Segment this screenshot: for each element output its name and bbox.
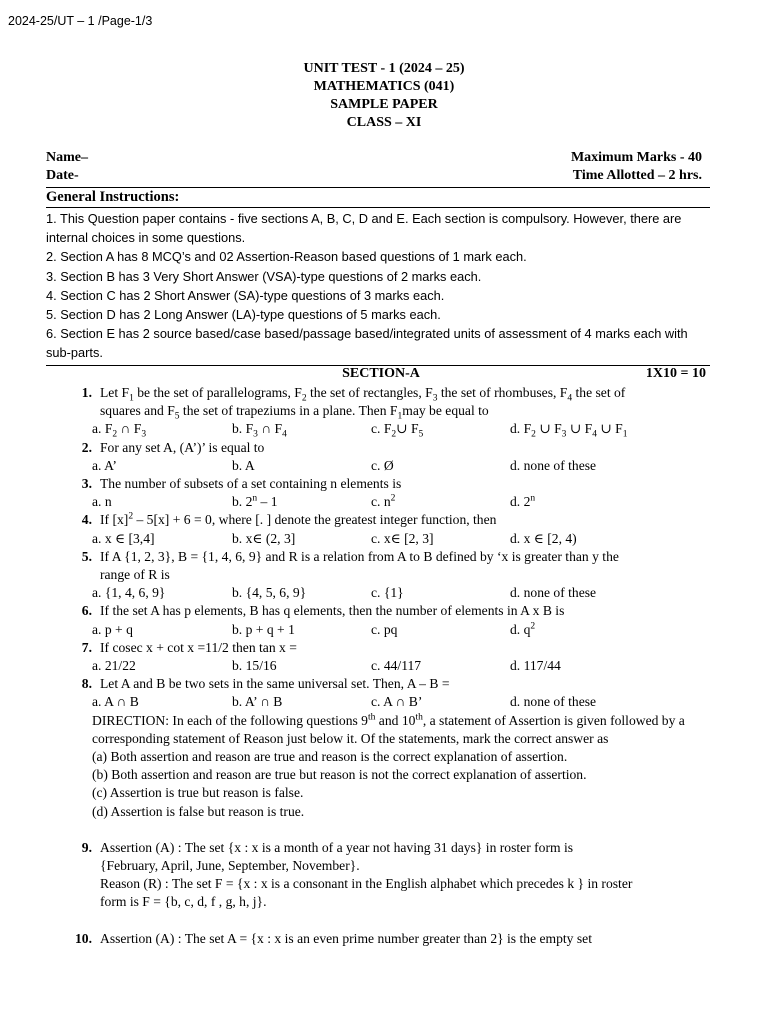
meta-row-1 xyxy=(46,149,702,167)
section-a-marks: 1X10 = 10 xyxy=(645,366,706,381)
assertion-reason-direction: DIRECTION: In each of the following questions 9th and 10th, a statement of Assertion is given followed by a corresponding statement of Reason just below it. Of the statements, mark the correct answer as xyxy=(92,712,685,746)
question-number: 3. xyxy=(81,476,92,492)
subject-title: MATHEMATICS (041) xyxy=(313,79,455,94)
question-number: 6. xyxy=(81,603,92,619)
title-block xyxy=(0,60,768,132)
option-d: d. 117/44 xyxy=(510,658,561,674)
question-text: Assertion (A) : The set A = {x : x is an even prime number greater than 2} is the empty set xyxy=(100,930,592,946)
question-1 xyxy=(46,384,714,420)
question-5 xyxy=(46,548,714,584)
instructions-list xyxy=(46,209,710,363)
instruction-item: 6. Section E has 2 source based/case based/passage based/integrated units of assessment of 4 marks each with sub-parts. xyxy=(46,326,688,361)
question-number: 8. xyxy=(81,676,92,692)
option-d: d. $q^2$ xyxy=(510,621,536,637)
option-d: d. none of these xyxy=(510,585,597,601)
option-b: b. {4, 5, 6, 9} xyxy=(232,585,307,601)
question-1-options xyxy=(46,420,714,441)
question-number: 1. xyxy=(81,385,92,400)
instruction-item: 1. This Question paper contains - five sections A, B, C, D and E. Each section is compulsory. However, there are internal choices in some questions. xyxy=(46,211,682,246)
option-a: a. p + q xyxy=(92,621,133,637)
section-a-title: SECTION-A xyxy=(342,366,420,381)
question-area xyxy=(46,384,714,948)
question-text: If cosec x + cot x =11/2 then tan x = xyxy=(100,639,297,655)
option-c: c. A ∩ B’ xyxy=(371,694,423,710)
question-number: 5. xyxy=(81,548,92,564)
option-d: d. 2$^n$ xyxy=(510,493,536,510)
option-b: b. A xyxy=(232,457,255,473)
date-label: Date- xyxy=(46,168,79,183)
option-c: c. x∈ [2, 3] xyxy=(371,530,434,546)
option-a: a. 21/22 xyxy=(92,658,136,674)
question-number: 10. xyxy=(75,930,92,946)
option-d: d. none of these xyxy=(510,694,597,710)
question-2 xyxy=(46,439,714,457)
page-reference: 2024-25/UT – 1 /Page-1/3 xyxy=(8,14,153,28)
option-a: a. A ∩ B xyxy=(92,694,139,710)
meta-row-2 xyxy=(46,167,702,185)
option-d: d. none of these xyxy=(510,457,597,473)
option-a: a. {1, 4, 6, 9} xyxy=(92,585,166,601)
time-allotted: Time Allotted – 2 hrs. xyxy=(572,168,702,183)
spacer xyxy=(46,821,714,839)
question-text: If A {1, 2, 3}, B = {1, 4, 6, 9} and R is a relation from A to B defined by ‘x is greater than y the range of R is xyxy=(100,548,619,583)
direction-item: (c) Assertion is true but reason is false. xyxy=(92,785,304,801)
option-a: a. x ∈ [3,4] xyxy=(92,530,155,546)
instruction-item: 5. Section D has 2 Long Answer (LA)-type questions of 5 marks each. xyxy=(46,307,441,323)
question-7-options xyxy=(46,657,714,675)
option-d: d. $F_2$ ∪ $F_3$ ∪ $F_4$ ∪ $F_1$ xyxy=(510,421,628,441)
option-c: c. 44/117 xyxy=(371,658,422,674)
question-4 xyxy=(46,511,714,529)
question-3-options xyxy=(46,493,714,511)
divider-instructions xyxy=(46,207,710,208)
question-10 xyxy=(46,930,714,948)
instruction-item: 4. Section C has 2 Short Answer (SA)-type questions of 3 marks each. xyxy=(46,287,445,303)
direction-item: (a) Both assertion and reason are true and reason is the correct explanation of assertion. xyxy=(92,749,568,765)
question-number: 9. xyxy=(81,839,92,855)
paper-type: SAMPLE PAPER xyxy=(330,97,438,112)
option-b: b. $F_3$ ∩ $F_4$ xyxy=(232,421,287,441)
question-text: If the set A has p elements, B has q elements, then the number of elements in A x B is xyxy=(100,603,565,619)
question-text: Let A and B be two sets in the same universal set. Then, A – B = xyxy=(100,676,450,692)
question-text: Let $F_1$ be the set of parallelograms, $F_2$ the set of rectangles, $F_3$ the set of rhombuses, $F_4$ the set of squares and $F_5$ the set of trapeziums in a plane. Then $F_1may$ be equal to xyxy=(100,385,626,422)
option-a: a. $F_2$ ∩ $F_3$ xyxy=(92,421,147,441)
option-c: c. {1} xyxy=(371,585,404,601)
question-9 xyxy=(46,839,714,912)
section-a-header xyxy=(46,366,706,384)
max-marks: Maximum Marks - 40 xyxy=(570,150,702,165)
question-6-options xyxy=(46,621,714,639)
question-8 xyxy=(46,675,714,693)
question-text: Assertion (A) : The set {x : x is a month of a year not having 31 days} in roster form is {February, April, June, September, November}. Reason (R) : The set F = {x : x is a consonant in the English alphabet which precedes k } in roster form is F = {b, c, d, f , g, h, j}. xyxy=(100,839,633,910)
question-6 xyxy=(46,602,714,620)
option-d: d. x ∈ [2, 4) xyxy=(510,530,577,546)
direction-item: (b) Both assertion and reason are true but reason is not the correct explanation of assertion. xyxy=(92,767,587,783)
question-5-options xyxy=(46,584,714,602)
question-text: For any set A, (A’)’ is equal to xyxy=(100,439,265,455)
question-text: The number of subsets of a set containing n elements is xyxy=(100,476,402,492)
option-c: c. pq xyxy=(371,621,398,637)
question-7 xyxy=(46,639,714,657)
question-4-options xyxy=(46,530,714,548)
direction-item: (d) Assertion is false but reason is true. xyxy=(92,803,305,819)
question-3 xyxy=(46,475,714,493)
question-number: 2. xyxy=(81,439,92,455)
option-b: b. p + q + 1 xyxy=(232,621,295,637)
instructions-title: General Instructions: xyxy=(46,189,180,205)
spacer xyxy=(46,912,714,930)
question-number: 7. xyxy=(81,639,92,655)
question-8-options xyxy=(46,693,714,711)
option-b: b. x∈ (2, 3] xyxy=(232,530,296,546)
option-c: c. $F_2\cup$ $F_5$ xyxy=(371,421,424,441)
class-title: CLASS – XI xyxy=(346,115,422,130)
unit-test-title: UNIT TEST - 1 (2024 – 25) xyxy=(303,61,465,76)
option-a: a. n xyxy=(92,494,112,510)
instruction-item: 3. Section B has 3 Very Short Answer (VSA)-type questions of 2 marks each. xyxy=(46,268,482,284)
option-b: b. 2$^n$ – 1 xyxy=(232,493,278,510)
question-2-options xyxy=(46,457,714,475)
option-c: c. $n^2$ xyxy=(371,493,396,510)
question-text: If $[x]^2 - 5[x] + 6 = 0$, where [. ] denote the greatest integer function, then xyxy=(100,511,497,528)
name-label: Name– xyxy=(46,150,88,165)
option-a: a. A’ xyxy=(92,457,117,473)
divider-top xyxy=(46,187,710,188)
option-b: b. 15/16 xyxy=(232,658,277,674)
question-number: 4. xyxy=(81,512,92,528)
option-b: b. A’ ∩ B xyxy=(232,694,283,710)
instruction-item: 2. Section A has 8 MCQ’s and 02 Assertion-Reason based questions of 1 mark each. xyxy=(46,249,527,265)
option-c: c. Ø xyxy=(371,457,394,473)
